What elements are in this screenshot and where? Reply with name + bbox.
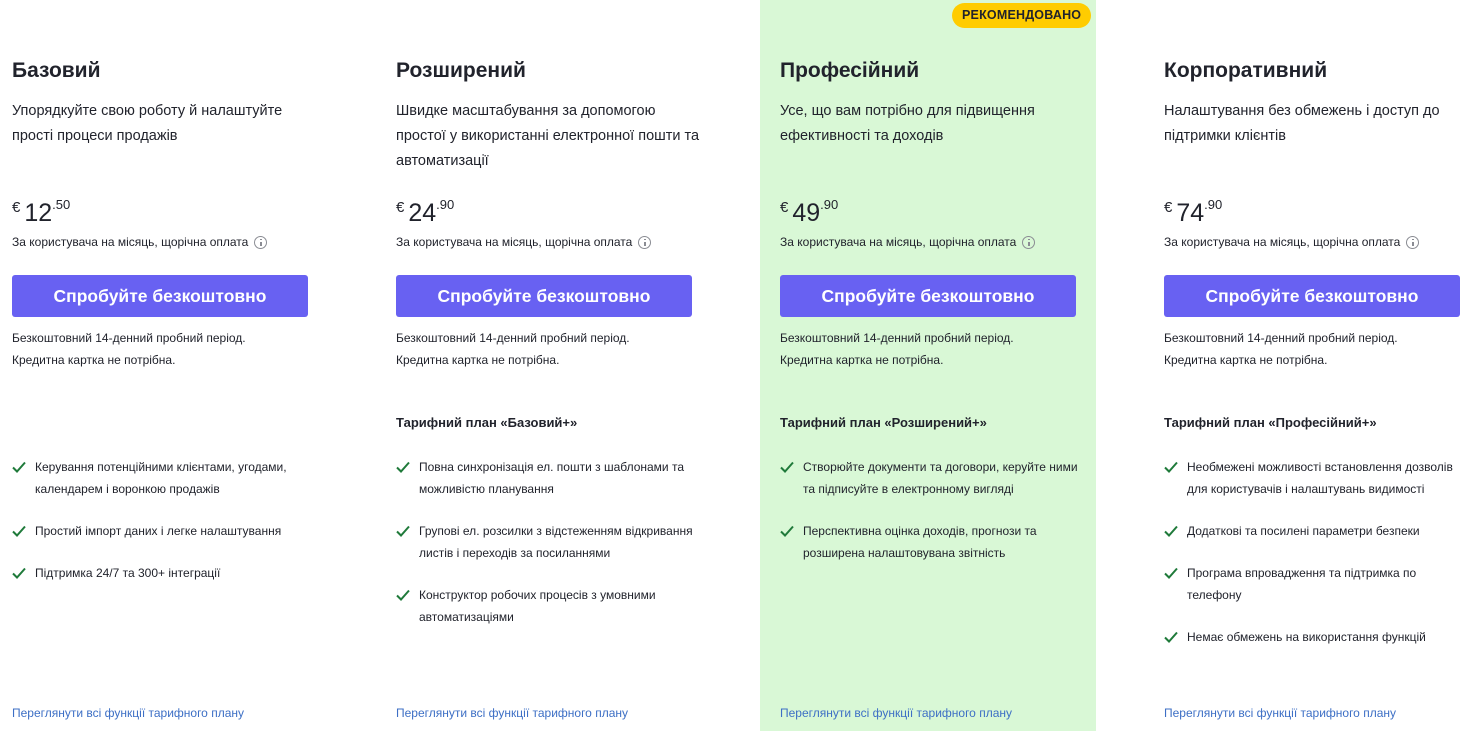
price-currency: €	[396, 199, 405, 216]
recommended-badge: РЕКОМЕНДОВАНО	[952, 3, 1091, 28]
price-cents: .50	[52, 197, 71, 212]
plan-name: Професійний	[780, 59, 920, 82]
feature-item	[12, 520, 322, 542]
info-icon[interactable]	[254, 236, 267, 249]
plan-includes-label: Тарифний план «Базовий+»	[396, 415, 578, 430]
trial-note-line: Кредитна картка не потрібна.	[1164, 353, 1328, 367]
feature-text: Програма впровадження та підтримка по телефону	[1187, 566, 1417, 602]
trial-note	[780, 327, 1014, 371]
price-currency: €	[780, 199, 789, 216]
price-cents: .90	[436, 197, 455, 212]
try-free-button[interactable]: Спробуйте безкоштовно	[780, 275, 1076, 317]
view-all-features-link[interactable]: Переглянути всі функції тарифного плану	[12, 706, 244, 720]
feature-item	[1164, 456, 1473, 500]
trial-note	[1164, 327, 1398, 371]
price-main: 24	[408, 199, 437, 227]
check-icon	[12, 525, 26, 537]
trial-note-line: Кредитна картка не потрібна.	[780, 353, 944, 367]
feature-text: Підтримка 24/7 та 300+ інтеграції	[35, 566, 221, 580]
price-period-label: За користувача на місяць, щорічна оплата	[780, 235, 1017, 249]
plan-name: Розширений	[396, 59, 526, 82]
feature-list	[12, 456, 322, 604]
plan-description: Усе, що вам потрібно для підвищення ефективності та доходів	[780, 103, 1035, 144]
price-period-label: За користувача на місяць, щорічна оплата	[12, 235, 249, 249]
feature-item	[1164, 562, 1473, 606]
feature-text: Повна синхронізація ел. пошти з шаблонами та можливістю планування	[419, 460, 685, 496]
check-icon	[396, 589, 410, 601]
plan-price	[12, 199, 70, 228]
price-period	[396, 235, 651, 249]
feature-item	[12, 562, 322, 584]
plan-includes-label: Тарифний план «Розширений+»	[780, 415, 987, 430]
price-cents: .90	[820, 197, 839, 212]
check-icon	[396, 461, 410, 473]
price-cents: .90	[1204, 197, 1223, 212]
feature-item	[12, 456, 322, 500]
feature-item	[396, 584, 706, 628]
check-icon	[1164, 461, 1178, 473]
price-currency: €	[1164, 199, 1173, 216]
plan-name: Корпоративний	[1164, 59, 1328, 82]
feature-text: Керування потенційними клієнтами, угодами, календарем і воронкою продажів	[35, 460, 287, 496]
try-free-button[interactable]: Спробуйте безкоштовно	[396, 275, 692, 317]
check-icon	[12, 461, 26, 473]
trial-note-line: Кредитна картка не потрібна.	[12, 353, 176, 367]
trial-note-line: Кредитна картка не потрібна.	[396, 353, 560, 367]
feature-text: Необмежені можливості встановлення дозволів для користувачів і налаштувань видимості	[1187, 460, 1453, 496]
trial-note-line: Безкоштовний 14-денний пробний період.	[1164, 331, 1398, 345]
try-free-button[interactable]: Спробуйте безкоштовно	[1164, 275, 1460, 317]
price-main: 49	[792, 199, 821, 227]
plan-card-enterprise	[1152, 0, 1473, 731]
check-icon	[1164, 525, 1178, 537]
info-icon[interactable]	[1406, 236, 1419, 249]
check-icon	[780, 525, 794, 537]
trial-note-line: Безкоштовний 14-денний пробний період.	[396, 331, 630, 345]
plan-price	[396, 199, 454, 228]
plan-includes-label: Тарифний план «Професійний+»	[1164, 415, 1377, 430]
plan-name: Базовий	[12, 59, 101, 82]
feature-text: Конструктор робочих процесів з умовними автоматизаціями	[419, 588, 656, 624]
trial-note	[396, 327, 630, 371]
feature-list	[1164, 456, 1473, 668]
price-period	[1164, 235, 1419, 249]
price-period-label: За користувача на місяць, щорічна оплата	[1164, 235, 1401, 249]
plan-card-basic	[0, 0, 336, 731]
info-icon[interactable]	[638, 236, 651, 249]
plan-price	[780, 199, 838, 228]
trial-note-line: Безкоштовний 14-денний пробний період.	[780, 331, 1014, 345]
check-icon	[1164, 631, 1178, 643]
price-period	[12, 235, 267, 249]
price-main: 12	[24, 199, 53, 227]
plan-price	[1164, 199, 1222, 228]
feature-list	[396, 456, 706, 648]
price-currency: €	[12, 199, 21, 216]
feature-item	[780, 520, 1090, 564]
check-icon	[780, 461, 794, 473]
plan-description: Швидке масштабування за допомогою простої у використанні електронної пошти та автоматизації	[396, 103, 700, 169]
view-all-features-link[interactable]: Переглянути всі функції тарифного плану	[1164, 706, 1396, 720]
view-all-features-link[interactable]: Переглянути всі функції тарифного плану	[780, 706, 1012, 720]
try-free-button[interactable]: Спробуйте безкоштовно	[12, 275, 308, 317]
price-period	[780, 235, 1035, 249]
check-icon	[1164, 567, 1178, 579]
plan-card-advanced	[384, 0, 720, 731]
view-all-features-link[interactable]: Переглянути всі функції тарифного плану	[396, 706, 628, 720]
price-main: 74	[1176, 199, 1205, 227]
feature-item	[1164, 626, 1473, 648]
feature-text: Простий імпорт даних і легке налаштування	[35, 524, 282, 538]
trial-note	[12, 327, 246, 371]
trial-note-line: Безкоштовний 14-денний пробний період.	[12, 331, 246, 345]
feature-item	[780, 456, 1090, 500]
feature-item	[1164, 520, 1473, 542]
feature-text: Групові ел. розсилки з відстеженням відкривання листів і переходів за посиланнями	[419, 524, 693, 560]
feature-list	[780, 456, 1090, 584]
feature-text: Перспективна оцінка доходів, прогнози та розширена налаштовувана звітність	[803, 524, 1037, 560]
feature-item	[396, 456, 706, 500]
feature-text: Немає обмежень на використання функцій	[1187, 630, 1426, 644]
plan-description: Налаштування без обмежень і доступ до підтримки клієнтів	[1164, 103, 1440, 144]
plan-card-professional	[760, 0, 1096, 731]
feature-text: Додаткові та посилені параметри безпеки	[1187, 524, 1420, 538]
plan-description: Упорядкуйте свою роботу й налаштуйте прості процеси продажів	[12, 103, 283, 144]
feature-text: Створюйте документи та договори, керуйте ними та підписуйте в електронному вигляді	[803, 460, 1078, 496]
check-icon	[396, 525, 410, 537]
check-icon	[12, 567, 26, 579]
price-period-label: За користувача на місяць, щорічна оплата	[396, 235, 633, 249]
feature-item	[396, 520, 706, 564]
info-icon[interactable]	[1022, 236, 1035, 249]
